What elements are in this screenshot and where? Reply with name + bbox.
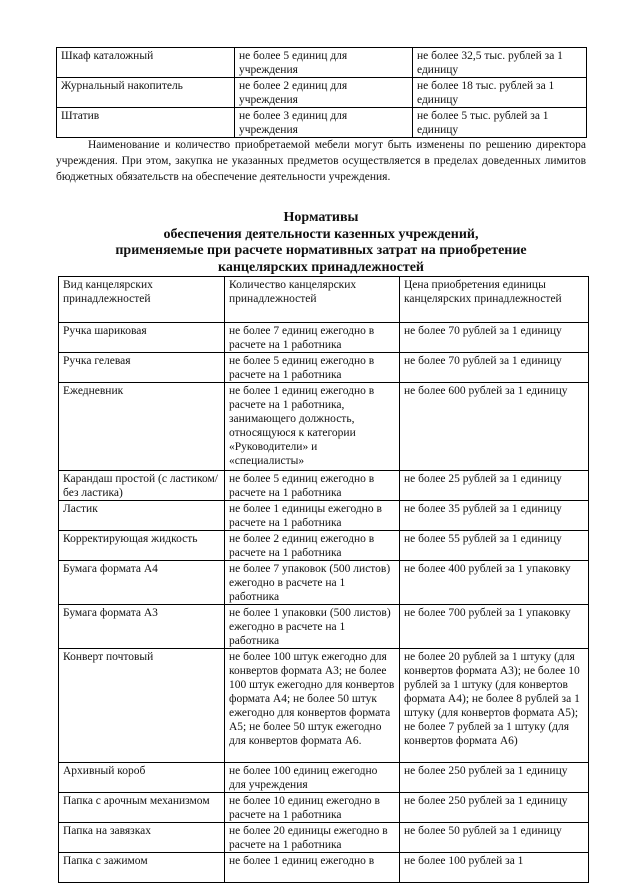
table-cell: не более 5 единиц для учреждения	[235, 48, 413, 78]
table-row	[57, 78, 587, 108]
furniture-note: Наименование и количество приобретаемой мебели могут быть изменены по решению директора учреждения. При этом, закупка не указанных предметов осуществляется в пределах доведенных лимитов бюджетных обязательств на обеспечение деятельности учреждения.	[56, 139, 586, 183]
table-cell: Ручка шариковая	[59, 323, 225, 353]
table-header-row	[59, 277, 589, 323]
table-cell: не более 18 тыс. рублей за 1 единицу	[413, 78, 587, 108]
table-row	[59, 471, 589, 501]
table-row	[57, 108, 587, 138]
table-cell: не более 5 единиц ежегодно в расчете на 1 работника	[225, 471, 400, 501]
table-row	[59, 323, 589, 353]
table-cell: не более 100 единиц ежегодно для учреждения	[225, 763, 400, 793]
column-header: Количество канцелярских принадлежностей	[225, 277, 400, 323]
table-cell: Журнальный накопитель	[57, 78, 235, 108]
table-cell: не более 1 единицы ежегодно в расчете на 1 работника	[225, 501, 400, 531]
table-cell: не более 35 рублей за 1 единицу	[400, 501, 589, 531]
title-line-3: применяемые при расчете нормативных затрат на приобретение	[115, 243, 527, 258]
table-cell: Папка с зажимом	[59, 853, 225, 883]
table-cell: не более 20 рублей за 1 штуку (для конвертов формата А3); не более 10 рублей за 1 штуку (для конвертов формата А4); не более 8 рублей за 1 штуку (для конвертов формата А5); не более 7 рублей за 1 штуку (для конвертов формата А6)	[400, 649, 589, 763]
table-cell: Бумага формата А3	[59, 605, 225, 649]
table-cell: не более 5 тыс. рублей за 1 единицу	[413, 108, 587, 138]
table-cell: не более 55 рублей за 1 единицу	[400, 531, 589, 561]
table-cell: не более 100 рублей за 1	[400, 853, 589, 883]
table-cell: Архивный короб	[59, 763, 225, 793]
stationery-norms-table	[58, 276, 589, 883]
table-cell: не более 250 рублей за 1 единицу	[400, 793, 589, 823]
page-title	[56, 210, 586, 276]
table-cell: Карандаш простой (с ластиком/без ластика)	[59, 471, 225, 501]
table-cell: не более 5 единиц ежегодно в расчете на 1 работника	[225, 353, 400, 383]
table-row	[59, 793, 589, 823]
table-cell: Ластик	[59, 501, 225, 531]
table-row	[59, 853, 589, 883]
table-row	[59, 649, 589, 763]
table-row	[59, 561, 589, 605]
table-cell: не более 25 рублей за 1 единицу	[400, 471, 589, 501]
table-cell: не более 700 рублей за 1 упаковку	[400, 605, 589, 649]
table-cell: Папка на завязках	[59, 823, 225, 853]
table-row	[59, 605, 589, 649]
table-row	[59, 531, 589, 561]
table-row	[57, 48, 587, 78]
table-cell: не более 100 штук ежегодно для конвертов формата А3; не более 100 штук ежегодно для конвертов формата А4; не более 50 штук ежегодно для конвертов формата А5; не более 50 штук ежегодно для конвертов формата А6.	[225, 649, 400, 763]
table-cell: не более 1 упаковки (500 листов) ежегодно в расчете на 1 работника	[225, 605, 400, 649]
table-cell: не более 32,5 тыс. рублей за 1 единицу	[413, 48, 587, 78]
table-cell: Корректирующая жидкость	[59, 531, 225, 561]
table-row	[59, 383, 589, 471]
table-cell: не более 600 рублей за 1 единицу	[400, 383, 589, 471]
furniture-table	[56, 47, 587, 138]
table-cell: не более 70 рублей за 1 единицу	[400, 323, 589, 353]
table-cell: не более 1 единиц ежегодно в расчете на 1 работника, занимающего должность, относящуюся к категории «Руководители» и «специалисты»	[225, 383, 400, 471]
title-line-4: канцелярских принадлежностей	[218, 259, 424, 275]
table-row	[59, 501, 589, 531]
table-cell: Шкаф каталожный	[57, 48, 235, 78]
table-cell: не более 20 единицы ежегодно в расчете на 1 работника	[225, 823, 400, 853]
table-cell: Бумага формата А4	[59, 561, 225, 605]
table-cell: Конверт почтовый	[59, 649, 225, 763]
table-cell: Папка с арочным механизмом	[59, 793, 225, 823]
table-row	[59, 763, 589, 793]
column-header: Цена приобретения единицы канцелярских принадлежностей	[400, 277, 589, 323]
table-cell: Штатив	[57, 108, 235, 138]
table-cell: Ежедневник	[59, 383, 225, 471]
furniture-table-body	[57, 48, 587, 138]
table-cell: не более 10 единиц ежегодно в расчете на 1 работника	[225, 793, 400, 823]
title-line-1: Нормативы	[283, 210, 359, 225]
stationery-table-body	[59, 277, 589, 883]
table-cell: не более 250 рублей за 1 единицу	[400, 763, 589, 793]
table-cell: не более 7 упаковок (500 листов) ежегодно в расчете на 1 работника	[225, 561, 400, 605]
table-cell: не более 7 единиц ежегодно в расчете на 1 работника	[225, 323, 400, 353]
table-cell: не более 1 единиц ежегодно в	[225, 853, 400, 883]
table-cell: Ручка гелевая	[59, 353, 225, 383]
title-line-2: обеспечения деятельности казенных учреждений,	[163, 226, 479, 242]
table-row	[59, 353, 589, 383]
table-cell: не более 2 единиц для учреждения	[235, 78, 413, 108]
table-cell: не более 50 рублей за 1 единицу	[400, 823, 589, 853]
table-cell: не более 70 рублей за 1 единицу	[400, 353, 589, 383]
column-header: Вид канцелярских принадлежностей	[59, 277, 225, 323]
table-row	[59, 823, 589, 853]
table-cell: не более 2 единиц ежегодно в расчете на 1 работника	[225, 531, 400, 561]
table-cell: не более 400 рублей за 1 упаковку	[400, 561, 589, 605]
table-cell: не более 3 единиц для учреждения	[235, 108, 413, 138]
